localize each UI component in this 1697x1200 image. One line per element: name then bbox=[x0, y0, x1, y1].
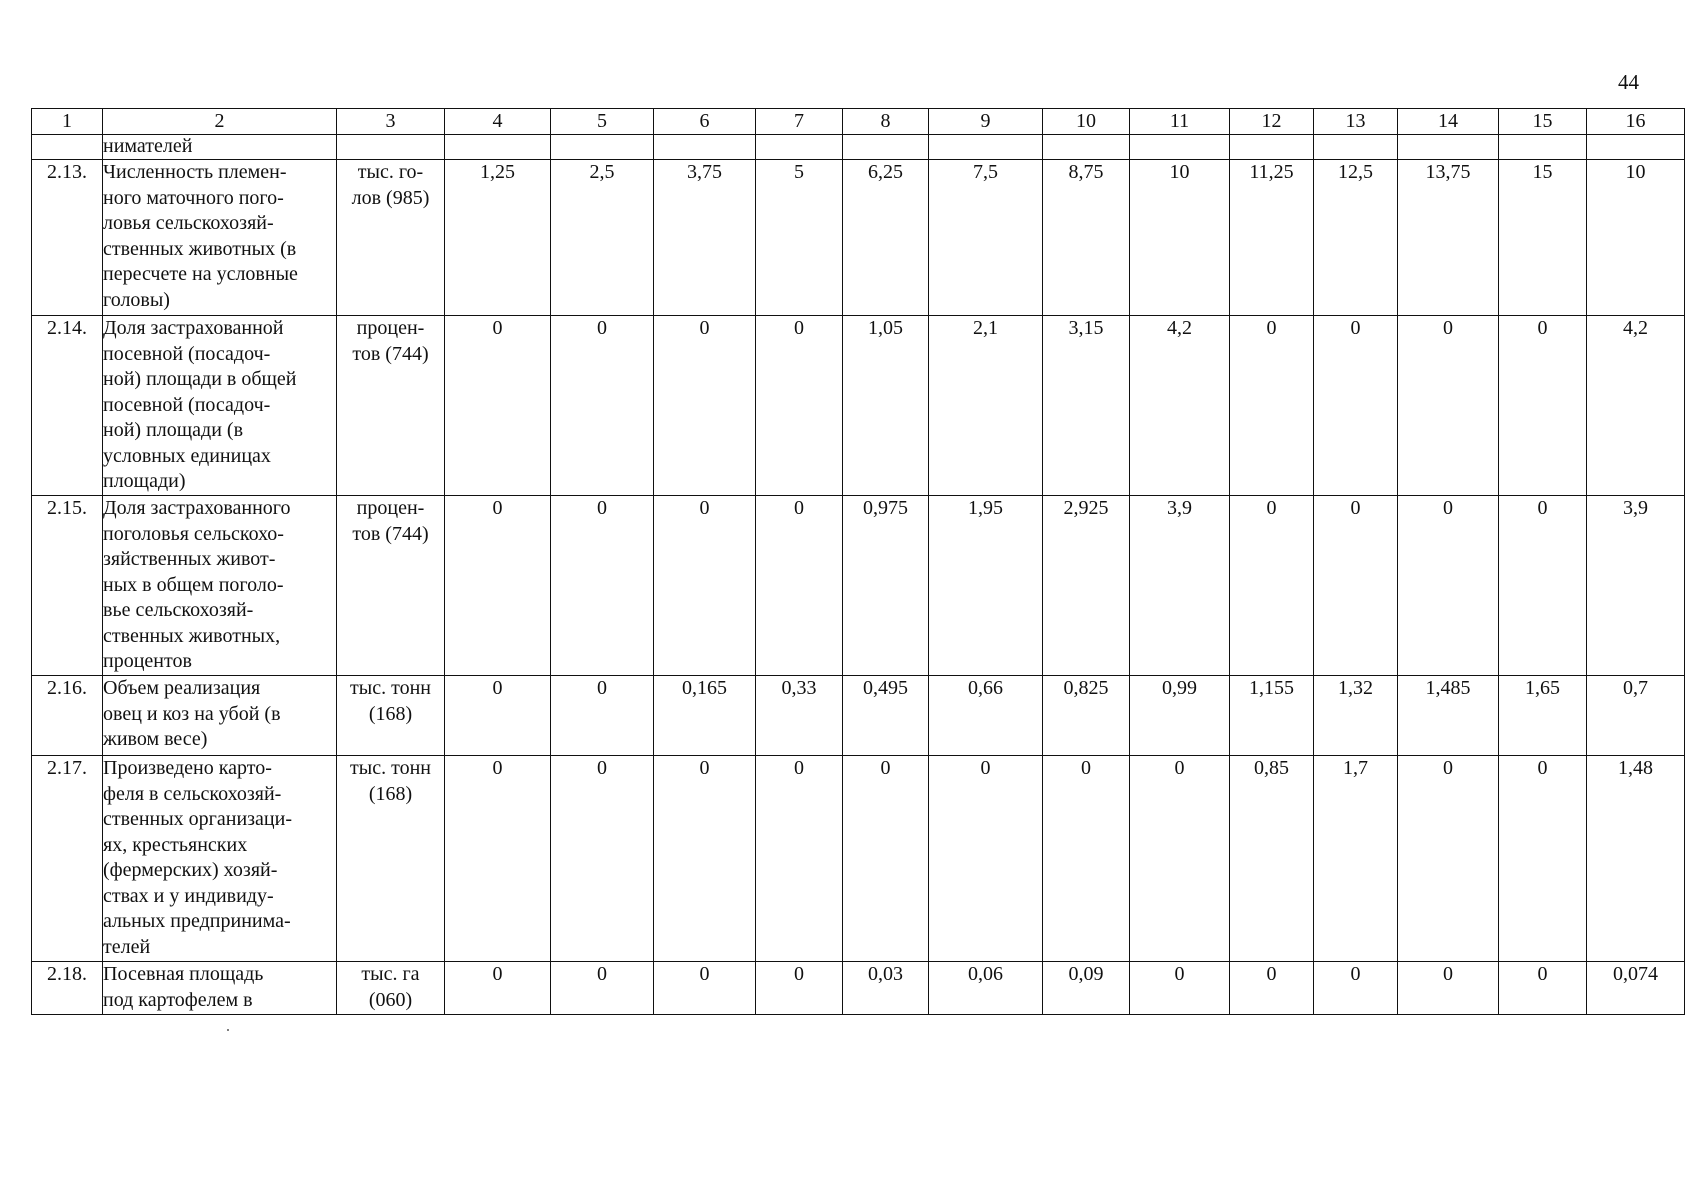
row-number: 2.13. bbox=[32, 160, 103, 316]
row-number: 2.17. bbox=[32, 756, 103, 962]
continuation-text: нимателей bbox=[103, 135, 337, 160]
page-number: 44 bbox=[1618, 70, 1639, 94]
value-cell: 0 bbox=[1499, 756, 1587, 962]
value-cell: 11,25 bbox=[1230, 160, 1314, 316]
value-cell: 0,06 bbox=[929, 962, 1043, 1015]
value-cell: 0,66 bbox=[929, 676, 1043, 756]
header-cell: 7 bbox=[756, 109, 843, 135]
value-cell: 0 bbox=[756, 756, 843, 962]
value-cell: 0 bbox=[1230, 316, 1314, 496]
empty-cell bbox=[32, 135, 103, 160]
empty-cell bbox=[843, 135, 929, 160]
row-number: 2.14. bbox=[32, 316, 103, 496]
indicator-name: Произведено карто- феля в сельскохозяй- ственных организаци- ях, крестьянских (фермерских) хозяй- ствах и у индивиду- альных предпринима- телей bbox=[103, 756, 337, 962]
value-cell: 0 bbox=[445, 962, 551, 1015]
empty-cell bbox=[1130, 135, 1230, 160]
indicator-name: Доля застрахованной посевной (посадоч- ной) площади в общей посевной (посадоч- ной) площади (в условных единицах площади) bbox=[103, 316, 337, 496]
row-number: 2.16. bbox=[32, 676, 103, 756]
value-cell: 0 bbox=[1230, 496, 1314, 676]
indicator-name: Доля застрахованного поголовья сельскохо- зяйственных живот- ных в общем поголо- вье сельскохозяй- ственных животных, процентов bbox=[103, 496, 337, 676]
value-cell: 15 bbox=[1499, 160, 1587, 316]
value-cell: 0 bbox=[756, 962, 843, 1015]
value-cell: 0 bbox=[756, 316, 843, 496]
value-cell: 0 bbox=[551, 756, 654, 962]
value-cell: 0 bbox=[1130, 962, 1230, 1015]
value-cell: 0 bbox=[1130, 756, 1230, 962]
value-cell: 0 bbox=[1499, 962, 1587, 1015]
value-cell: 3,9 bbox=[1587, 496, 1685, 676]
empty-cell bbox=[929, 135, 1043, 160]
header-row bbox=[32, 109, 1685, 135]
empty-cell bbox=[1314, 135, 1398, 160]
continuation-row bbox=[32, 135, 1685, 160]
value-cell: 3,15 bbox=[1043, 316, 1130, 496]
value-cell: 1,65 bbox=[1499, 676, 1587, 756]
value-cell: 0 bbox=[1499, 316, 1587, 496]
empty-cell bbox=[1398, 135, 1499, 160]
table-row bbox=[32, 756, 1685, 962]
unit-cell: тыс. тонн (168) bbox=[337, 756, 445, 962]
value-cell: 1,32 bbox=[1314, 676, 1398, 756]
value-cell: 0 bbox=[929, 756, 1043, 962]
value-cell: 0,03 bbox=[843, 962, 929, 1015]
value-cell: 0,09 bbox=[1043, 962, 1130, 1015]
header-cell: 15 bbox=[1499, 109, 1587, 135]
value-cell: 0,074 bbox=[1587, 962, 1685, 1015]
header-cell: 8 bbox=[843, 109, 929, 135]
value-cell: 0 bbox=[551, 962, 654, 1015]
value-cell: 10 bbox=[1130, 160, 1230, 316]
value-cell: 0 bbox=[1314, 496, 1398, 676]
empty-cell bbox=[1043, 135, 1130, 160]
header-cell: 10 bbox=[1043, 109, 1130, 135]
indicator-name: Численность племен- ного маточного пого- ловья сельскохозяй- ственных животных (в пересчете на условные головы) bbox=[103, 160, 337, 316]
value-cell: 0 bbox=[654, 496, 756, 676]
value-cell: 1,485 bbox=[1398, 676, 1499, 756]
value-cell: 6,25 bbox=[843, 160, 929, 316]
scan-speck bbox=[227, 1029, 229, 1031]
header-cell: 5 bbox=[551, 109, 654, 135]
empty-cell bbox=[756, 135, 843, 160]
unit-cell: тыс. го- лов (985) bbox=[337, 160, 445, 316]
row-number: 2.15. bbox=[32, 496, 103, 676]
value-cell: 0 bbox=[1398, 756, 1499, 962]
value-cell: 0 bbox=[1230, 962, 1314, 1015]
value-cell: 7,5 bbox=[929, 160, 1043, 316]
indicator-name: Посевная площадь под картофелем в bbox=[103, 962, 337, 1015]
header-cell: 16 bbox=[1587, 109, 1685, 135]
value-cell: 1,95 bbox=[929, 496, 1043, 676]
value-cell: 0,165 bbox=[654, 676, 756, 756]
value-cell: 0,975 bbox=[843, 496, 929, 676]
value-cell: 1,7 bbox=[1314, 756, 1398, 962]
value-cell: 13,75 bbox=[1398, 160, 1499, 316]
row-number: 2.18. bbox=[32, 962, 103, 1015]
empty-cell bbox=[1230, 135, 1314, 160]
value-cell: 1,155 bbox=[1230, 676, 1314, 756]
unit-cell: тыс. га (060) bbox=[337, 962, 445, 1015]
header-cell: 1 bbox=[32, 109, 103, 135]
value-cell: 0,495 bbox=[843, 676, 929, 756]
value-cell: 10 bbox=[1587, 160, 1685, 316]
value-cell: 2,925 bbox=[1043, 496, 1130, 676]
value-cell: 0,85 bbox=[1230, 756, 1314, 962]
value-cell: 0 bbox=[654, 962, 756, 1015]
empty-cell bbox=[445, 135, 551, 160]
unit-cell: процен- тов (744) bbox=[337, 316, 445, 496]
value-cell: 0 bbox=[445, 316, 551, 496]
header-cell: 2 bbox=[103, 109, 337, 135]
value-cell: 0,825 bbox=[1043, 676, 1130, 756]
value-cell: 0 bbox=[654, 756, 756, 962]
value-cell: 1,05 bbox=[843, 316, 929, 496]
value-cell: 0 bbox=[1043, 756, 1130, 962]
value-cell: 0,33 bbox=[756, 676, 843, 756]
empty-cell bbox=[1499, 135, 1587, 160]
value-cell: 0 bbox=[445, 756, 551, 962]
header-cell: 3 bbox=[337, 109, 445, 135]
value-cell: 3,9 bbox=[1130, 496, 1230, 676]
value-cell: 12,5 bbox=[1314, 160, 1398, 316]
header-cell: 4 bbox=[445, 109, 551, 135]
empty-cell bbox=[654, 135, 756, 160]
header-cell: 9 bbox=[929, 109, 1043, 135]
value-cell: 0 bbox=[843, 756, 929, 962]
value-cell: 0 bbox=[1314, 962, 1398, 1015]
value-cell: 0 bbox=[1314, 316, 1398, 496]
table-row bbox=[32, 496, 1685, 676]
empty-cell bbox=[1587, 135, 1685, 160]
table-row bbox=[32, 962, 1685, 1015]
value-cell: 0 bbox=[551, 676, 654, 756]
value-cell: 0,7 bbox=[1587, 676, 1685, 756]
value-cell: 4,2 bbox=[1130, 316, 1230, 496]
value-cell: 0 bbox=[445, 496, 551, 676]
header-cell: 6 bbox=[654, 109, 756, 135]
value-cell: 0,99 bbox=[1130, 676, 1230, 756]
value-cell: 0 bbox=[445, 676, 551, 756]
empty-cell bbox=[337, 135, 445, 160]
value-cell: 0 bbox=[551, 496, 654, 676]
table-row bbox=[32, 316, 1685, 496]
value-cell: 0 bbox=[1499, 496, 1587, 676]
header-cell: 12 bbox=[1230, 109, 1314, 135]
value-cell: 8,75 bbox=[1043, 160, 1130, 316]
value-cell: 0 bbox=[1398, 962, 1499, 1015]
unit-cell: тыс. тонн (168) bbox=[337, 676, 445, 756]
value-cell: 2,5 bbox=[551, 160, 654, 316]
value-cell: 3,75 bbox=[654, 160, 756, 316]
data-table bbox=[31, 108, 1685, 1015]
value-cell: 4,2 bbox=[1587, 316, 1685, 496]
value-cell: 0 bbox=[1398, 496, 1499, 676]
value-cell: 1,25 bbox=[445, 160, 551, 316]
value-cell: 5 bbox=[756, 160, 843, 316]
unit-cell: процен- тов (744) bbox=[337, 496, 445, 676]
value-cell: 0 bbox=[1398, 316, 1499, 496]
value-cell: 1,48 bbox=[1587, 756, 1685, 962]
table-body bbox=[32, 109, 1685, 1015]
table-row bbox=[32, 676, 1685, 756]
table-row bbox=[32, 160, 1685, 316]
header-cell: 13 bbox=[1314, 109, 1398, 135]
empty-cell bbox=[551, 135, 654, 160]
value-cell: 0 bbox=[654, 316, 756, 496]
header-cell: 14 bbox=[1398, 109, 1499, 135]
indicator-name: Объем реализация овец и коз на убой (в живом весе) bbox=[103, 676, 337, 756]
value-cell: 0 bbox=[756, 496, 843, 676]
header-cell: 11 bbox=[1130, 109, 1230, 135]
value-cell: 0 bbox=[551, 316, 654, 496]
value-cell: 2,1 bbox=[929, 316, 1043, 496]
